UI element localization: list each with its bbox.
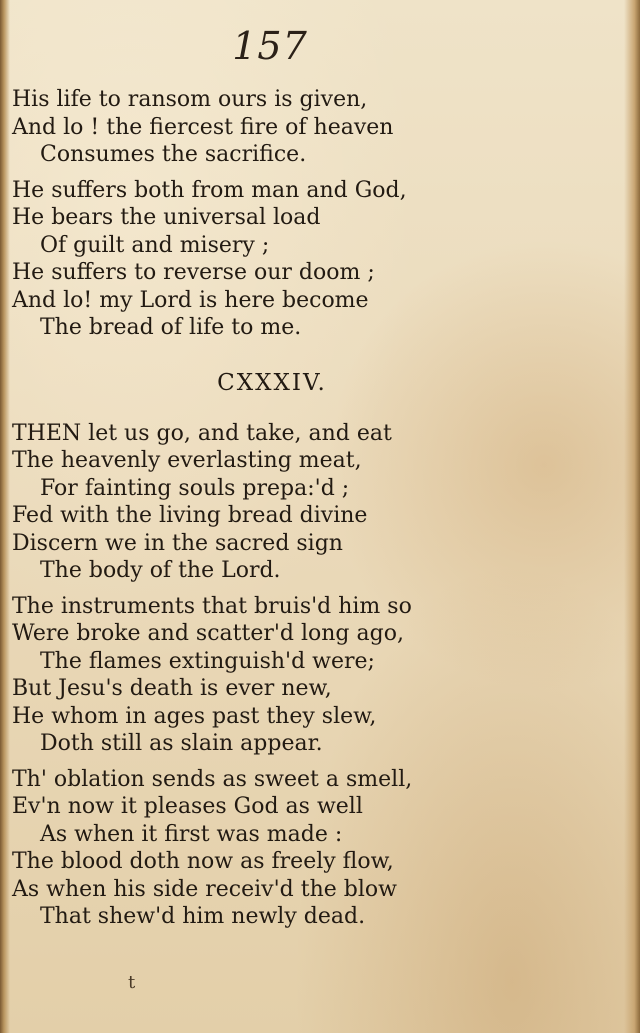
- verse-line: The flames extinguish'd were;: [40, 648, 375, 674]
- hymn-text: [12, 86, 612, 939]
- stanza: [12, 177, 612, 342]
- page-number: 157: [232, 24, 308, 68]
- verse-line: Of guilt and misery ;: [40, 232, 270, 258]
- verse-line: Fed with the living bread divine: [12, 503, 368, 528]
- verse-line: The bread of life to me.: [40, 315, 302, 340]
- verse-line: Doth still as slain appear.: [40, 731, 323, 756]
- verse-line: He suffers to reverse our doom ;: [12, 260, 375, 285]
- verse-line: The heavenly everlasting meat,: [12, 448, 362, 473]
- verse-line: His life to ransom ours is given,: [12, 87, 368, 112]
- verse-line: That shew'd him newly dead.: [40, 904, 366, 929]
- stanzas-bottom: [12, 420, 612, 931]
- verse-line: For fainting souls prepa:'d ;: [40, 475, 350, 501]
- stanza: [12, 766, 612, 931]
- verse-line: Consumes the sacrifice.: [40, 142, 307, 167]
- verse-line: The body of the Lord.: [40, 558, 281, 583]
- stanza: [12, 420, 612, 585]
- stanza: [12, 86, 612, 169]
- verse-line: He suffers both from man and God,: [12, 177, 407, 203]
- verse-line: Th' oblation sends as sweet a smell,: [12, 766, 413, 792]
- verse-line: And lo ! the fiercest fire of heaven: [12, 114, 394, 140]
- stanza: [12, 593, 612, 758]
- verse-line: And lo! my Lord is here become: [12, 287, 369, 313]
- verse-line: The instruments that bruis'd him so: [12, 593, 412, 619]
- signature-mark: t: [128, 972, 136, 993]
- verse-line: As when his side receiv'd the blow: [12, 876, 397, 902]
- verse-line: He whom in ages past they slew,: [12, 703, 377, 729]
- verse-line: Discern we in the sacred sign: [12, 530, 343, 556]
- verse-line: The blood doth now as freely flow,: [12, 849, 394, 874]
- verse-line: He bears the universal load: [12, 205, 321, 230]
- verse-line: As when it first was made :: [40, 821, 343, 847]
- page-right-edge: [624, 0, 640, 1033]
- verse-line: THEN let us go, and take, and eat: [12, 420, 392, 446]
- verse-line: Were broke and scatter'd long ago,: [12, 621, 404, 646]
- hymn-number-heading: CXXXIV.: [217, 369, 327, 396]
- page-left-edge: [0, 0, 10, 1033]
- verse-line: But Jesu's death is ever new,: [12, 676, 332, 701]
- verse-line: Ev'n now it pleases God as well: [12, 794, 363, 819]
- stanzas-top: [12, 86, 612, 342]
